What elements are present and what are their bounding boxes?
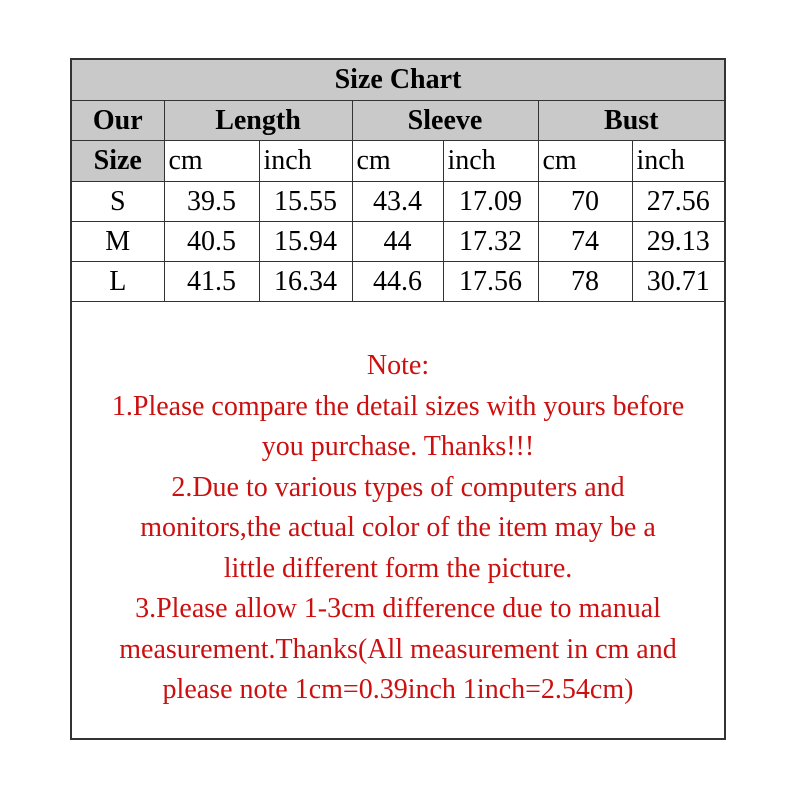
group-header-sleeve: Sleeve [352,101,538,141]
note-line: 1.Please compare the detail sizes with yours before [111,390,685,422]
size-header-bottom: Size [72,141,164,182]
header-row-groups [72,101,724,141]
note-line: 3.Please allow 1-3cm difference due to manual [135,593,661,624]
size-cell: M [72,222,164,262]
note-line: little different form the picture. [223,552,573,584]
unit-header: cm [352,141,443,182]
unit-header: inch [443,141,538,182]
title-row [72,60,724,101]
unit-header: inch [259,141,352,182]
size-chart-frame [70,58,726,740]
value-cell: 17.32 [443,222,538,262]
size-chart-table [72,60,724,302]
value-cell: 27.56 [632,182,724,222]
value-cell: 16.34 [259,262,352,302]
unit-header: cm [538,141,632,182]
value-cell: 39.5 [164,182,259,222]
value-cell: 29.13 [632,222,724,262]
note-section [72,346,724,711]
value-cell: 43.4 [352,182,443,222]
table-row [72,262,724,302]
value-cell: 17.56 [443,262,538,302]
value-cell: 40.5 [164,222,259,262]
size-cell: L [72,262,164,302]
value-cell: 17.09 [443,182,538,222]
table-row [72,222,724,262]
note-line: monitors,the actual color of the item may be a [140,512,656,543]
unit-header: cm [164,141,259,182]
value-cell: 44.6 [352,262,443,302]
value-cell: 15.94 [259,222,352,262]
size-header-top: Our [72,101,164,141]
table-row [72,182,724,222]
header-row-units [72,141,724,182]
unit-header: inch [632,141,724,182]
value-cell: 15.55 [259,182,352,222]
note-line: measurement.Thanks(All measurement in cm and [119,633,677,665]
value-cell: 30.71 [632,262,724,302]
value-cell: 70 [538,182,632,222]
value-cell: 74 [538,222,632,262]
note-heading: Note: [366,350,430,381]
size-cell: S [72,182,164,222]
note-line: 2.Due to various types of computers and [171,471,625,503]
group-header-bust: Bust [538,101,724,141]
value-cell: 41.5 [164,262,259,302]
chart-title: Size Chart [72,60,724,101]
note-line: please note 1cm=0.39inch 1inch=2.54cm) [162,674,634,705]
value-cell: 78 [538,262,632,302]
value-cell: 44 [352,222,443,262]
group-header-length: Length [164,101,352,141]
note-line: you purchase. Thanks!!! [261,431,535,462]
